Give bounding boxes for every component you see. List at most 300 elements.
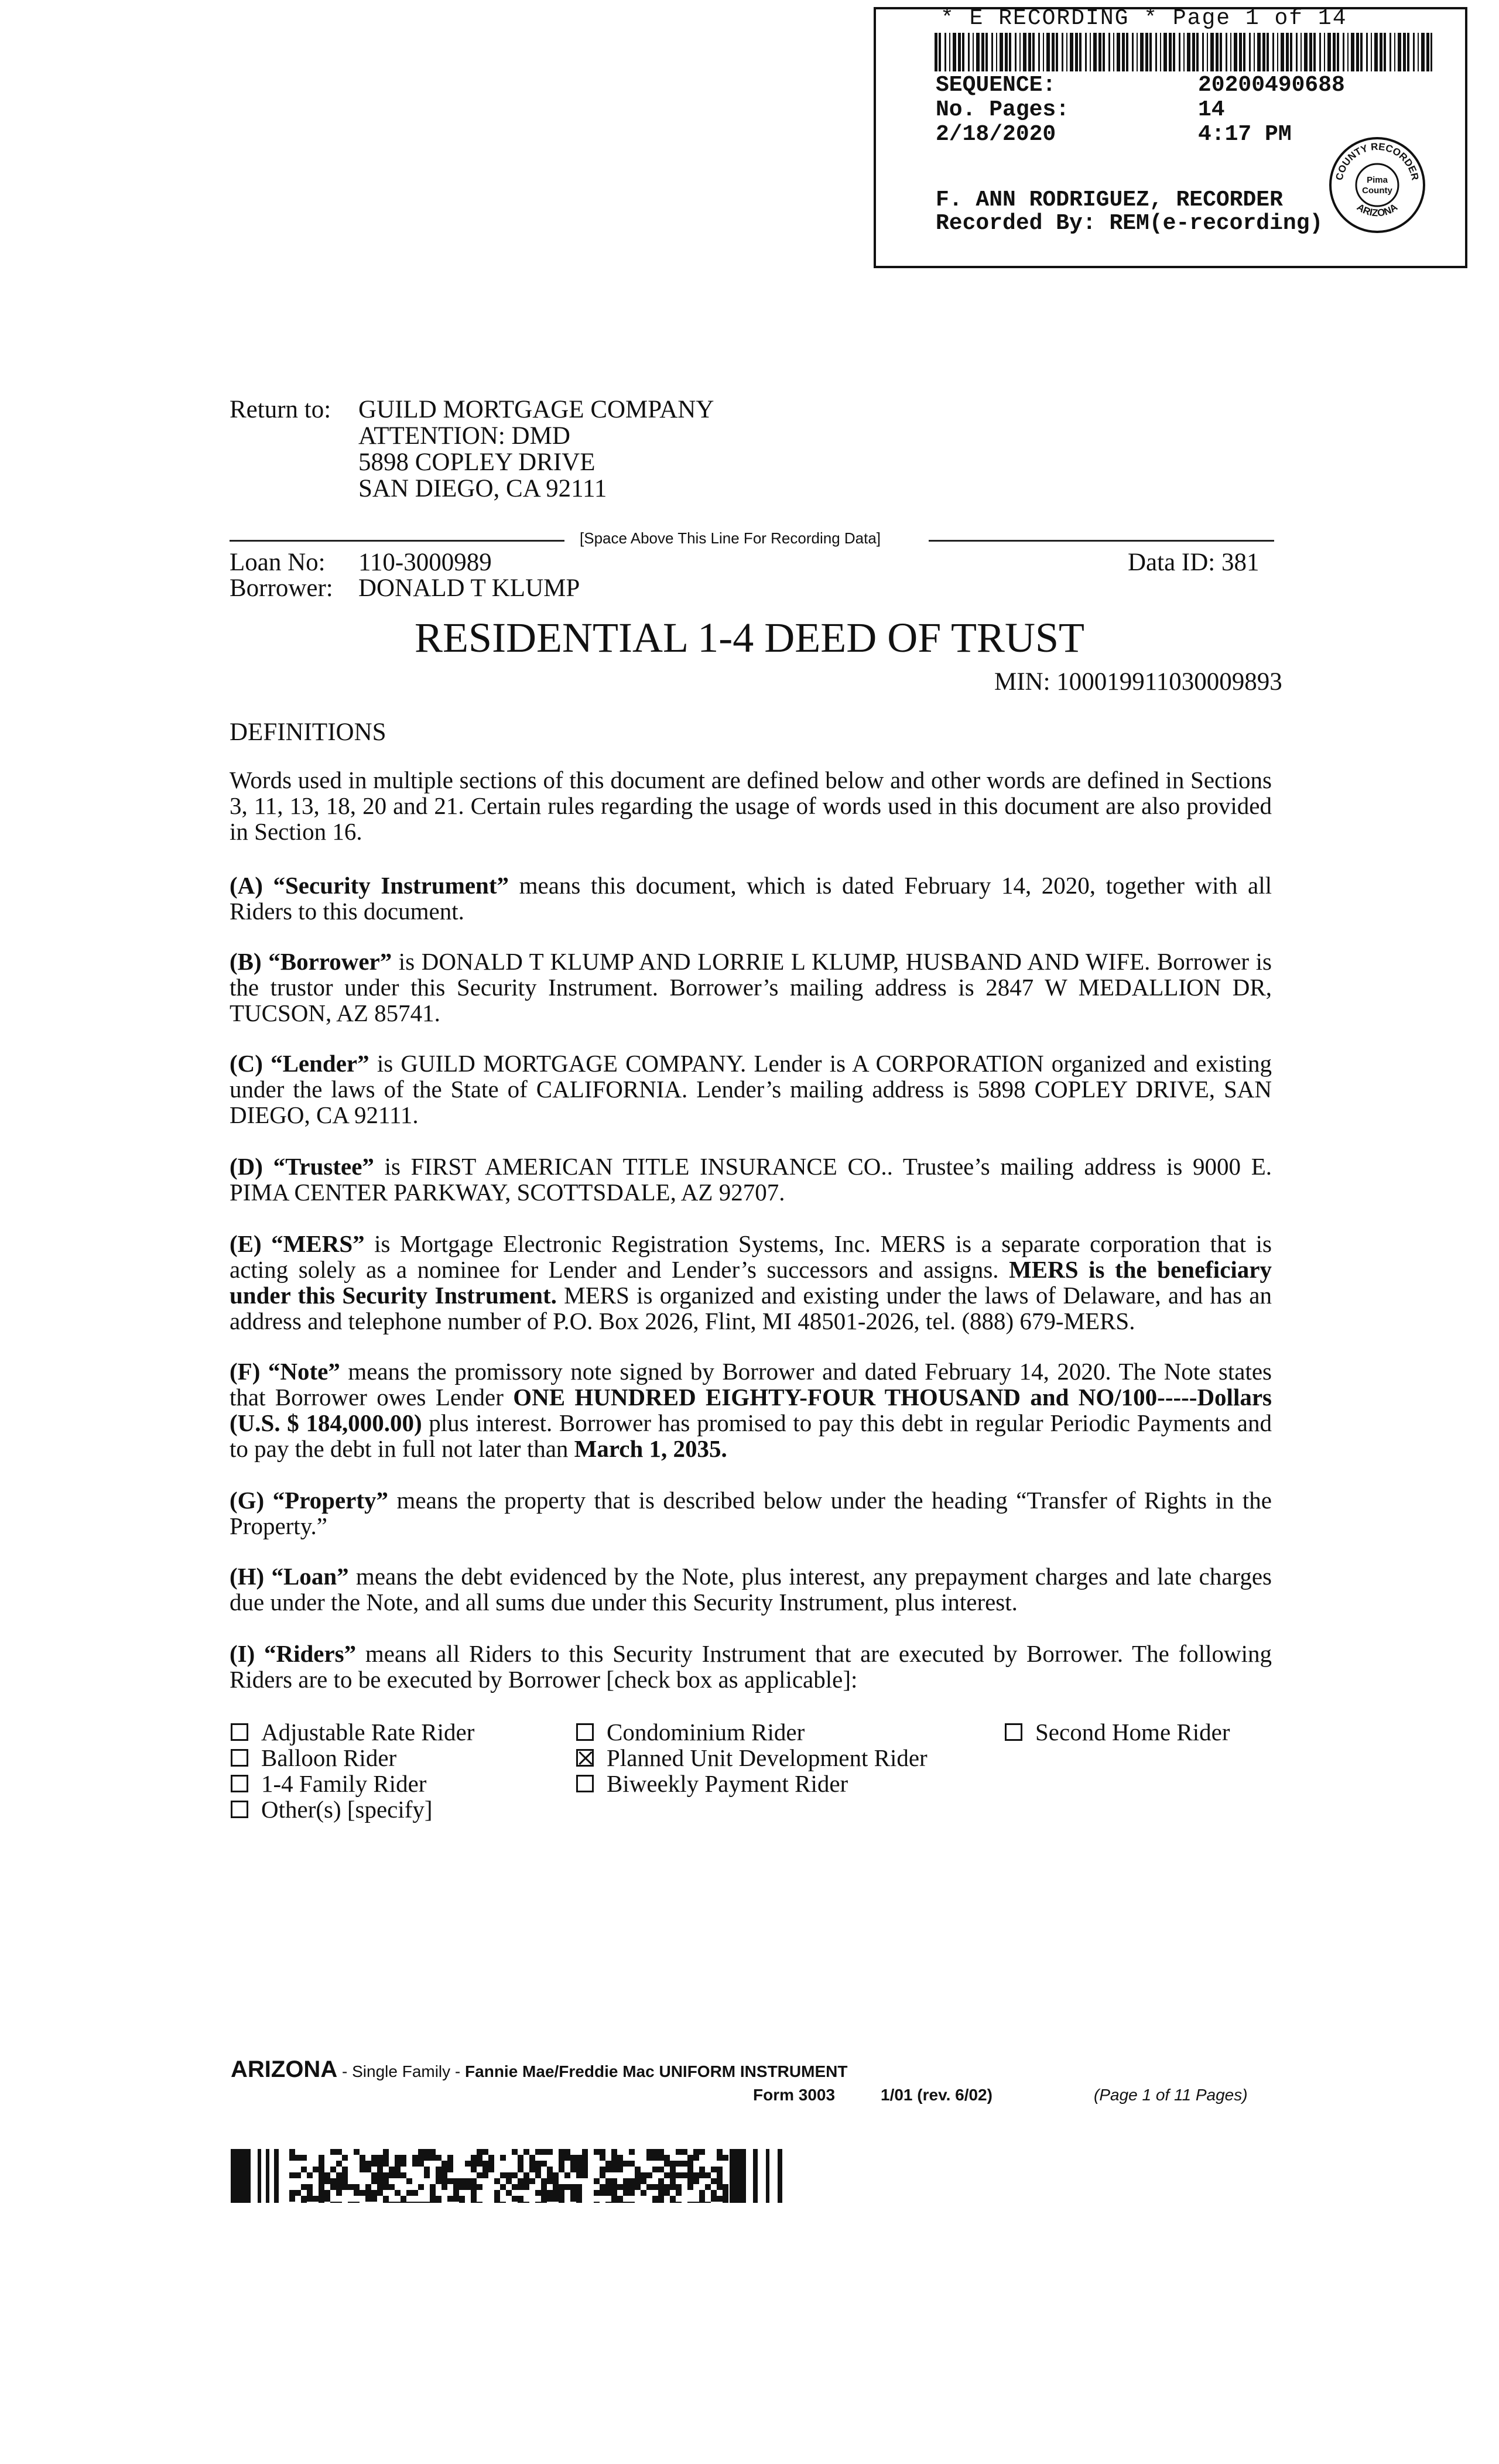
definition-e-term: (E) “MERS”: [230, 1230, 365, 1257]
barcode-module: [471, 2161, 477, 2167]
barcode-module: [313, 2196, 319, 2202]
rider-1-4-family[interactable]: [231, 1771, 474, 1796]
barcode-module: [559, 2161, 564, 2167]
barcode-bar: [1192, 33, 1195, 71]
barcode-module: [424, 2155, 430, 2161]
rider-planned-unit-development[interactable]: [576, 1745, 928, 1771]
barcode-module: [576, 2190, 582, 2196]
barcode-module: [324, 2196, 330, 2202]
barcode-module: [518, 2155, 523, 2161]
pages-value: 14: [1198, 97, 1225, 122]
barcode-bar: [1202, 33, 1204, 71]
barcode-module: [482, 2161, 488, 2167]
barcode-module: [676, 2202, 682, 2203]
checkbox-icon[interactable]: [231, 1723, 248, 1741]
barcode-bar: [973, 33, 974, 71]
barcode-module: [582, 2161, 588, 2167]
barcode-module: [541, 2161, 547, 2167]
barcode-bar: [1132, 33, 1134, 71]
barcode-bar: [1267, 33, 1269, 71]
barcode-module: [383, 2196, 389, 2202]
barcode-module: [547, 2172, 553, 2178]
document-barcode: [231, 2149, 799, 2203]
barcode-bar: [1183, 33, 1185, 71]
barcode-module: [365, 2184, 371, 2190]
definition-i-text: means all Riders to this Security Instrument that are executed by Borrower. The following Riders are to be executed by Borrower [check box as applicable]:: [230, 1640, 1272, 1693]
barcode-module: [582, 2172, 588, 2178]
checkbox-icon[interactable]: [231, 1801, 248, 1818]
barcode-module: [342, 2155, 348, 2161]
riders-column-3: [1005, 1719, 1230, 1745]
barcode-module: [377, 2172, 383, 2178]
barcode-module: [406, 2202, 412, 2203]
definition-f-term: (F) “Note”: [230, 1358, 340, 1385]
barcode-module: [494, 2178, 500, 2184]
barcode-module: [354, 2190, 360, 2196]
barcode-module: [336, 2161, 342, 2167]
barcode-module: [354, 2202, 360, 2203]
barcode-module: [535, 2202, 541, 2203]
definition-h-term: (H) “Loan”: [230, 1563, 349, 1590]
barcode-module: [664, 2190, 670, 2196]
barcode-module: [541, 2196, 547, 2202]
barcode-module: [482, 2167, 488, 2172]
barcode-module: [266, 2149, 269, 2203]
barcode-module: [418, 2202, 424, 2203]
barcode-module: [629, 2178, 635, 2184]
barcode-module: [523, 2184, 529, 2190]
barcode-module: [319, 2155, 324, 2161]
definition-g-term: (G) “Property”: [230, 1487, 389, 1514]
barcode-bar: [1075, 33, 1078, 71]
barcode-module: [324, 2190, 330, 2196]
rider-label: Condominium Rider: [607, 1719, 805, 1746]
definition-d-term: (D) “Trustee”: [230, 1153, 374, 1180]
footer-desc-1: - Single Family -: [337, 2062, 466, 2080]
barcode-module: [471, 2178, 477, 2184]
barcode-module: [258, 2149, 261, 2203]
barcode-module: [699, 2196, 705, 2202]
barcode-module: [488, 2161, 494, 2167]
barcode-module: [617, 2184, 623, 2190]
rider-other[interactable]: [231, 1796, 474, 1822]
barcode-bar: [1384, 33, 1386, 71]
barcode-module: [711, 2196, 717, 2202]
barcode-module: [611, 2202, 617, 2203]
barcode-module: [730, 2149, 746, 2203]
barcode-module: [617, 2155, 623, 2161]
barcode-module: [383, 2178, 389, 2184]
barcode-module: [319, 2178, 324, 2184]
barcode-module: [412, 2202, 418, 2203]
barcode-module: [371, 2155, 377, 2161]
rider-adjustable-rate[interactable]: [231, 1719, 474, 1745]
definitions-heading: DEFINITIONS: [230, 718, 386, 746]
barcode-bar: [935, 33, 937, 71]
return-to-line-2: ATTENTION: DMD: [358, 422, 570, 450]
barcode-module: [576, 2167, 582, 2172]
barcode-module: [389, 2184, 395, 2190]
barcode-module: [295, 2190, 301, 2196]
barcode-module: [635, 2172, 641, 2178]
barcode-module: [477, 2184, 482, 2190]
barcode-module: [377, 2155, 383, 2161]
barcode-module: [570, 2184, 576, 2190]
barcode-module: [319, 2161, 324, 2167]
checkbox-icon[interactable]: [576, 1723, 594, 1741]
barcode-bar: [1380, 33, 1382, 71]
svg-text:County: County: [1362, 186, 1392, 196]
barcode-bar: [1019, 33, 1021, 71]
barcode-module: [617, 2196, 623, 2202]
barcode-module: [664, 2172, 670, 2178]
definition-f: [230, 1358, 1272, 1462]
barcode-module: [482, 2149, 488, 2155]
barcode-module: [360, 2161, 365, 2167]
loan-number: 110-3000989: [358, 549, 492, 576]
barcode-module: [418, 2149, 424, 2155]
barcode-module: [682, 2149, 687, 2155]
barcode-module: [295, 2155, 301, 2161]
barcode-module: [723, 2196, 728, 2202]
barcode-module: [535, 2172, 541, 2178]
barcode-bar: [1262, 33, 1265, 71]
definition-g-text: means the property that is described below under the heading “Transfer of Rights in the Property.”: [230, 1487, 1272, 1539]
barcode-module: [699, 2172, 705, 2178]
barcode-module: [371, 2178, 377, 2184]
barcode-module: [623, 2178, 629, 2184]
barcode-bar: [1394, 33, 1395, 71]
barcode-bar: [1290, 33, 1292, 71]
barcode-module: [447, 2167, 453, 2172]
barcode-module: [436, 2196, 442, 2202]
barcode-module: [693, 2202, 699, 2203]
seal-top-text: COUNTY RECORDER: [1333, 141, 1421, 182]
barcode-module: [377, 2190, 383, 2196]
barcode-module: [699, 2190, 705, 2196]
barcode-module: [699, 2167, 705, 2172]
barcode-module: [699, 2149, 705, 2155]
barcode-module: [629, 2202, 635, 2203]
barcode-module: [436, 2202, 442, 2203]
barcode-module: [336, 2172, 342, 2178]
barcode-module: [576, 2161, 582, 2167]
barcode-module: [471, 2167, 477, 2172]
definition-e: [230, 1231, 1272, 1334]
barcode-bar: [1066, 33, 1067, 71]
barcode-bar: [1403, 33, 1406, 71]
barcode-module: [453, 2178, 459, 2184]
barcode-bar: [1005, 33, 1008, 71]
barcode-module: [576, 2155, 582, 2161]
barcode-module: [330, 2167, 336, 2172]
barcode-module: [611, 2184, 617, 2190]
barcode-module: [676, 2149, 682, 2155]
barcode-module: [605, 2161, 611, 2167]
barcode-module: [711, 2178, 717, 2184]
barcode-module: [488, 2167, 494, 2172]
intro-paragraph: Words used in multiple sections of this document are defined below and other words are defined in Sections 3, 11, 13, 18, 20 and 21. Certain rules regarding the usage of words used in this document are also provided in Section 16.: [230, 766, 1272, 845]
barcode-module: [535, 2167, 541, 2172]
barcode-module: [570, 2167, 576, 2172]
footer-form-number: Form 3003: [753, 2086, 836, 2104]
barcode-bar: [1407, 33, 1409, 71]
definition-e-bold: MERS is the beneficiary under this Security Instrument.: [230, 1256, 1272, 1309]
barcode-module: [570, 2196, 576, 2202]
barcode-module: [383, 2161, 389, 2167]
barcode-bar: [1230, 33, 1231, 71]
barcode-bar: [1286, 33, 1289, 71]
barcode-bar: [1137, 33, 1138, 71]
barcode-module: [477, 2149, 482, 2155]
barcode-module: [717, 2178, 723, 2184]
barcode-module: [319, 2190, 324, 2196]
barcode-module: [442, 2172, 447, 2178]
definition-i: [230, 1641, 1272, 1692]
barcode-bar: [1300, 33, 1302, 71]
barcode-module: [512, 2196, 518, 2202]
barcode-module: [471, 2202, 477, 2203]
barcode-module: [518, 2167, 523, 2172]
barcode-module: [778, 2149, 782, 2203]
data-id: Data ID: 381: [1128, 549, 1260, 576]
barcode-module: [377, 2161, 383, 2167]
barcode-bar: [1390, 33, 1391, 71]
barcode-module: [289, 2190, 295, 2196]
barcode-module: [453, 2184, 459, 2190]
recording-divider-left: [230, 540, 564, 542]
barcode-module: [383, 2155, 389, 2161]
loan-label: Loan No:: [230, 549, 326, 576]
recording-time: 4:17 PM: [1198, 122, 1292, 147]
barcode-bar: [1126, 33, 1128, 71]
barcode-module: [611, 2155, 617, 2161]
barcode-bar: [1070, 33, 1073, 71]
barcode-bar: [1140, 33, 1144, 71]
barcode-module: [523, 2202, 529, 2203]
barcode-module: [430, 2184, 436, 2190]
barcode-module: [447, 2155, 453, 2161]
barcode-module: [412, 2155, 418, 2161]
checkbox-checked-icon[interactable]: [576, 1749, 594, 1767]
barcode-module: [395, 2172, 401, 2178]
barcode-module: [307, 2196, 313, 2202]
barcode-module: [541, 2178, 547, 2184]
barcode-module: [687, 2178, 693, 2184]
barcode-bar: [1304, 33, 1308, 71]
barcode-module: [623, 2184, 629, 2190]
rider-condominium[interactable]: [576, 1719, 928, 1745]
barcode-module: [652, 2184, 658, 2190]
barcode-module: [365, 2167, 371, 2172]
rider-label: Balloon Rider: [261, 1744, 397, 1771]
barcode-module: [319, 2202, 324, 2203]
barcode-module: [635, 2167, 641, 2172]
barcode-bar: [949, 33, 950, 71]
barcode-module: [652, 2149, 658, 2155]
barcode-module: [547, 2190, 553, 2196]
barcode-module: [723, 2202, 728, 2203]
barcode-module: [705, 2184, 711, 2190]
barcode-module: [360, 2167, 365, 2172]
barcode-module: [389, 2172, 395, 2178]
barcode-module: [611, 2196, 617, 2202]
barcode-module: [360, 2155, 365, 2161]
barcode-bar: [1313, 33, 1316, 71]
recording-divider-right: [929, 540, 1274, 542]
barcode-bar: [1351, 33, 1354, 71]
barcode-module: [687, 2172, 693, 2178]
barcode-bar: [1257, 33, 1261, 71]
barcode-module: [529, 2161, 535, 2167]
barcode-module: [330, 2202, 336, 2203]
barcode-module: [670, 2196, 676, 2202]
barcode-module: [406, 2178, 412, 2184]
barcode-module: [629, 2161, 635, 2167]
barcode-bar: [1220, 33, 1222, 71]
barcode-module: [342, 2172, 348, 2178]
barcode-module: [594, 2190, 600, 2196]
barcode-module: [231, 2149, 251, 2203]
barcode-module: [594, 2178, 600, 2184]
recording-header: * E RECORDING * Page 1 of 14: [940, 6, 1347, 31]
barcode-module: [547, 2149, 553, 2155]
barcode-module: [348, 2184, 354, 2190]
barcode-module: [336, 2149, 342, 2155]
barcode-module: [559, 2155, 564, 2161]
barcode-module: [377, 2167, 383, 2172]
barcode-module: [693, 2178, 699, 2184]
barcode-module: [389, 2167, 395, 2172]
barcode-module: [617, 2161, 623, 2167]
barcode-module: [365, 2196, 371, 2202]
barcode-module: [611, 2178, 617, 2184]
barcode-module: [518, 2202, 523, 2203]
barcode-module: [670, 2167, 676, 2172]
barcode-bar: [1173, 33, 1175, 71]
checkbox-icon[interactable]: [576, 1775, 594, 1792]
barcode-module: [348, 2202, 354, 2203]
barcode-module: [600, 2155, 605, 2161]
barcode-module: [500, 2184, 506, 2190]
rider-balloon[interactable]: [231, 1745, 474, 1771]
barcode-bar: [1098, 33, 1101, 71]
barcode-module: [307, 2190, 313, 2196]
barcode-bar: [1347, 33, 1349, 71]
barcode-module: [383, 2202, 389, 2203]
space-above-note: [Space Above This Line For Recording Data]: [580, 529, 881, 547]
barcode-module: [482, 2172, 488, 2178]
rider-second-home[interactable]: [1005, 1719, 1230, 1745]
barcode-module: [289, 2196, 295, 2202]
checkbox-icon[interactable]: [231, 1775, 248, 1792]
barcode-module: [547, 2167, 553, 2172]
barcode-bar: [1337, 33, 1339, 71]
barcode-module: [330, 2178, 336, 2184]
barcode-bar: [1108, 33, 1110, 71]
rider-label: Planned Unit Development Rider: [607, 1744, 928, 1771]
barcode-bar: [1052, 33, 1055, 71]
barcode-module: [319, 2172, 324, 2178]
barcode-module: [582, 2149, 588, 2155]
barcode-module: [670, 2202, 676, 2203]
barcode-module: [617, 2167, 623, 2172]
barcode-bar: [1430, 33, 1432, 71]
barcode-module: [723, 2184, 728, 2190]
definition-b-term: (B) “Borrower”: [230, 948, 392, 975]
barcode-bar: [1015, 33, 1017, 71]
checkbox-icon[interactable]: [231, 1749, 248, 1767]
recorder-name: F. ANN RODRIGUEZ, RECORDER: [936, 187, 1283, 213]
barcode-bar: [1160, 33, 1161, 71]
barcode-module: [717, 2184, 723, 2190]
barcode-module: [541, 2202, 547, 2203]
barcode-module: [436, 2172, 442, 2178]
barcode-module: [641, 2190, 646, 2196]
barcode-module: [723, 2155, 728, 2161]
rider-biweekly-payment[interactable]: [576, 1771, 928, 1796]
barcode-bar: [1103, 33, 1105, 71]
barcode-bar: [1426, 33, 1429, 71]
barcode-module: [629, 2184, 635, 2190]
barcode-bar: [1179, 33, 1180, 71]
barcode-module: [617, 2202, 623, 2203]
definition-h: [230, 1563, 1272, 1615]
barcode-module: [401, 2196, 406, 2202]
barcode-bar: [1333, 33, 1336, 71]
barcode-module: [330, 2149, 336, 2155]
barcode-module: [541, 2149, 547, 2155]
barcode-module: [541, 2190, 547, 2196]
barcode-module: [371, 2161, 377, 2167]
barcode-module: [611, 2167, 617, 2172]
barcode-module: [424, 2149, 430, 2155]
barcode-module: [506, 2172, 512, 2178]
definition-f-amount: ONE HUNDRED EIGHTY-FOUR THOUSAND and NO/100-----Dollars (U.S. $ 184,000.00): [230, 1384, 1272, 1436]
barcode-module: [611, 2149, 617, 2155]
barcode-module: [477, 2155, 482, 2161]
barcode-bar: [1421, 33, 1425, 71]
checkbox-icon[interactable]: [1005, 1723, 1022, 1741]
barcode-bar: [1356, 33, 1359, 71]
barcode-bar: [1149, 33, 1152, 71]
barcode-module: [383, 2184, 389, 2190]
barcode-bar: [1207, 33, 1208, 71]
barcode-module: [553, 2178, 559, 2184]
barcode-bar: [953, 33, 956, 71]
barcode-module: [436, 2155, 442, 2161]
barcode-module: [687, 2161, 693, 2167]
barcode-module: [576, 2202, 582, 2203]
barcode-module: [629, 2190, 635, 2196]
barcode-module: [512, 2149, 518, 2155]
barcode-module: [600, 2184, 605, 2190]
barcode-module: [605, 2184, 611, 2190]
barcode-module: [424, 2172, 430, 2178]
barcode-module: [406, 2190, 412, 2196]
barcode-module: [395, 2202, 401, 2203]
barcode-module: [717, 2149, 723, 2155]
barcode-module: [723, 2190, 728, 2196]
barcode-module: [289, 2172, 295, 2178]
svg-text:Pima: Pima: [1367, 175, 1388, 185]
barcode-module: [717, 2172, 723, 2178]
barcode-module: [541, 2184, 547, 2190]
barcode-bar: [1062, 33, 1063, 71]
barcode-module: [471, 2196, 477, 2202]
barcode-module: [424, 2167, 430, 2172]
barcode-bar: [1187, 33, 1190, 71]
